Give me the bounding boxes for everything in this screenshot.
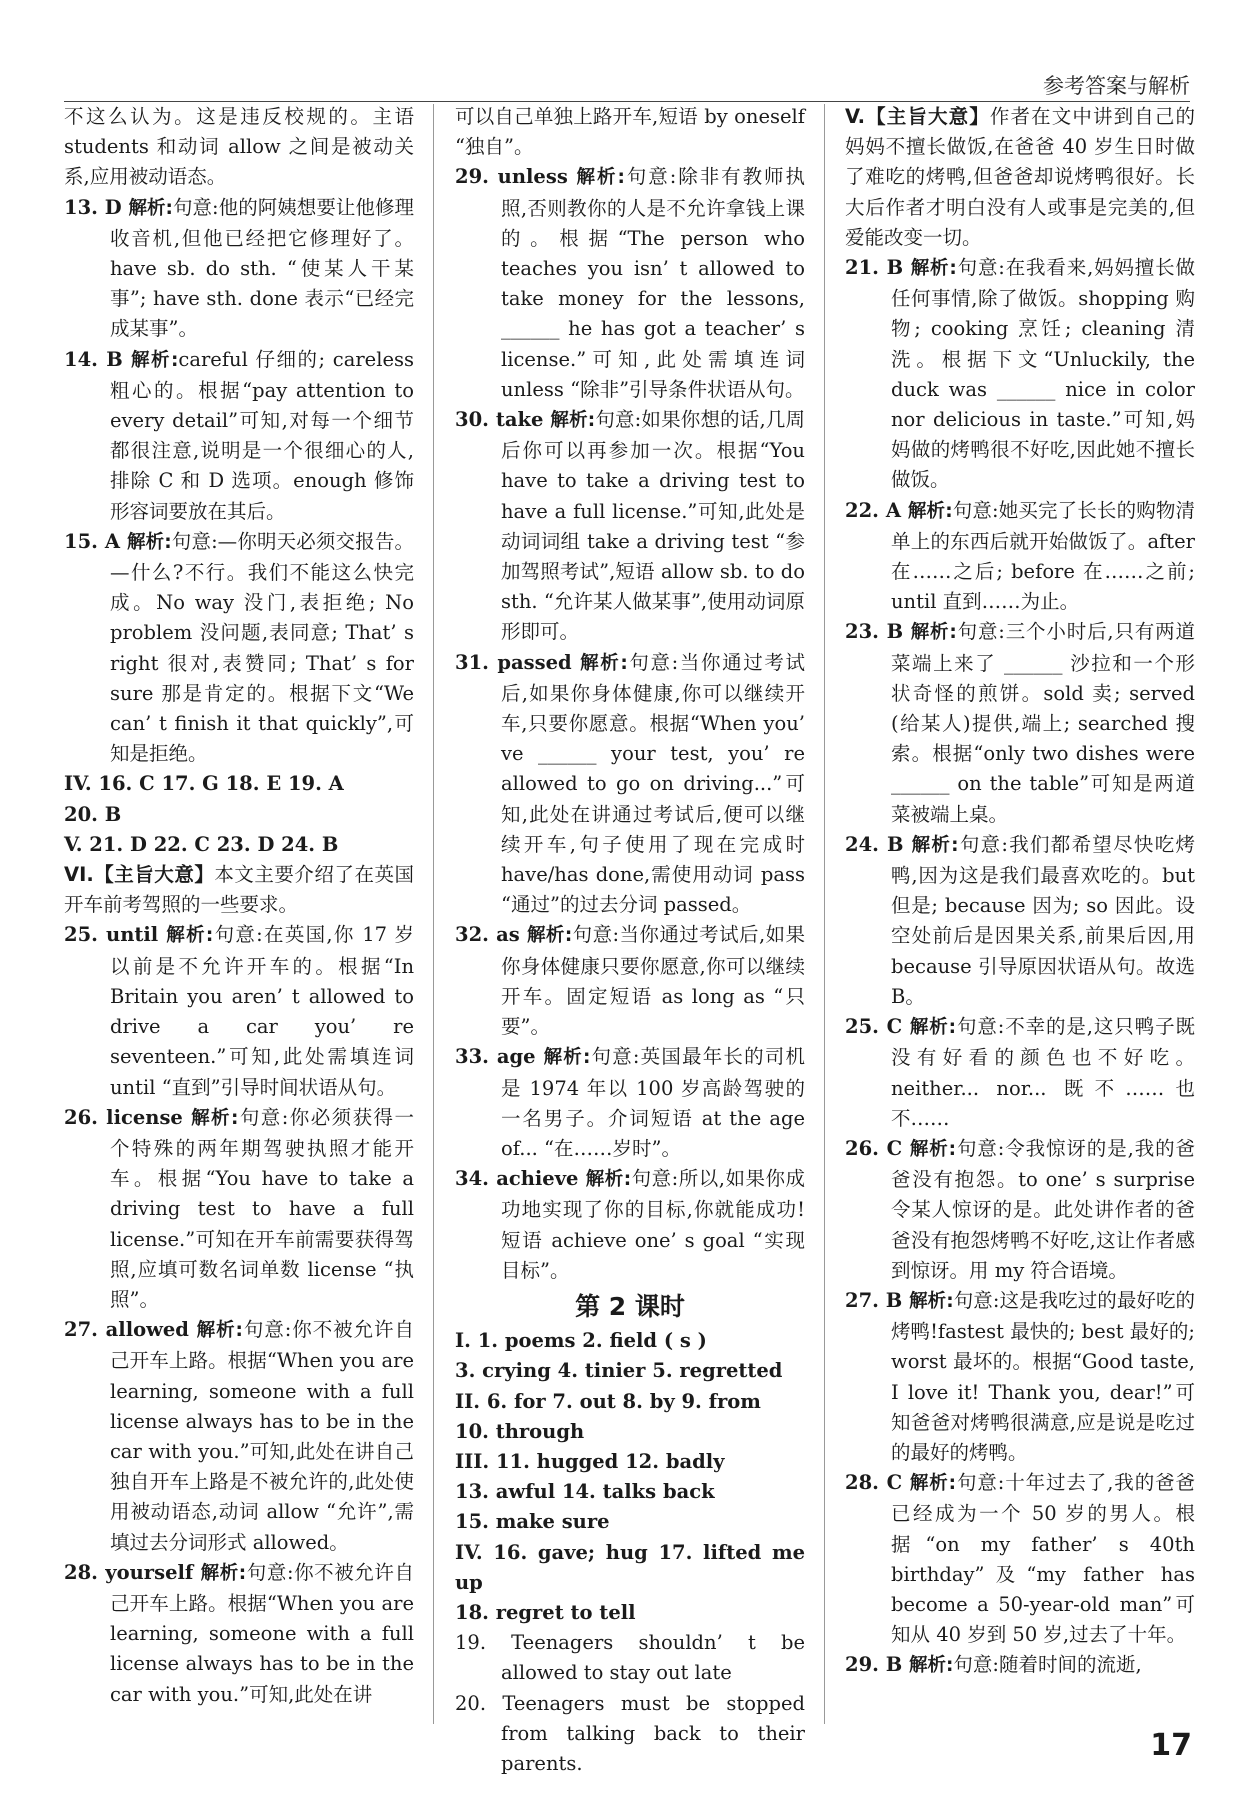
question-number: 34. bbox=[455, 1167, 497, 1191]
analysis-text: 句意:不幸的是,这只鸭子既没有好看的颜色也不好吃。neither... nor... 既不……也不…… bbox=[891, 1015, 1196, 1130]
column-divider-2 bbox=[824, 104, 825, 1724]
column-divider-1 bbox=[433, 104, 434, 1724]
analysis-label: 解析: bbox=[910, 622, 957, 644]
analysis-label: 解析: bbox=[128, 197, 173, 219]
question-number: 15. bbox=[64, 529, 105, 553]
question-number: 26. bbox=[845, 1136, 887, 1160]
section-summary bbox=[64, 860, 414, 920]
continued-text: 不这么认为。这是违反校规的。主语 students 和动词 allow 之间是被动关系,应用被动语态。 bbox=[64, 105, 414, 189]
analysis-label: 解析: bbox=[131, 349, 179, 371]
continued-text: 可以自己单独上路开车,短语 by oneself “独自”。 bbox=[455, 105, 805, 159]
question-number: 29. bbox=[845, 1653, 886, 1677]
answer-entry bbox=[64, 1315, 414, 1558]
answer-entry bbox=[845, 830, 1195, 1012]
answer-key: A bbox=[104, 529, 127, 553]
analysis-text: 句意:英国最年长的司机是 1974 年以 100 岁高龄驾驶的一名男子。介词短语 at the age of... “在……岁时”。 bbox=[501, 1045, 805, 1160]
answer-entry bbox=[64, 345, 414, 527]
question-number: 27. bbox=[64, 1318, 106, 1342]
answer-line: 13. awful 14. talks back bbox=[455, 1480, 715, 1504]
question-number: 29. bbox=[455, 165, 498, 189]
analysis-label: 解析: bbox=[200, 1562, 247, 1584]
analysis-text: 句意:在英国,你 17 岁以前是不允许开车的。根据“In Britain you aren’ t allowed to drive a car you’ re seventeen.”可知,此处需填连词 until “直到”引导时间状语从句。 bbox=[110, 923, 415, 1099]
analysis-label: 解析: bbox=[909, 1138, 957, 1160]
answer-entry bbox=[455, 1164, 805, 1286]
analysis-text: 句意:随着时间的流逝, bbox=[953, 1653, 1142, 1677]
answer-entry bbox=[64, 527, 414, 770]
analysis-label: 解析: bbox=[196, 1320, 243, 1342]
answer-entry bbox=[455, 648, 805, 921]
answer-entry bbox=[64, 920, 414, 1102]
answer-entry bbox=[845, 496, 1195, 618]
analysis-label: 解析: bbox=[909, 1655, 954, 1677]
answer-key: B bbox=[885, 1653, 909, 1677]
question-number: 23. bbox=[845, 620, 887, 644]
answer-key: achieve bbox=[496, 1167, 586, 1191]
column-2 bbox=[455, 102, 806, 1775]
question-number: 14. bbox=[64, 347, 107, 371]
answer-key: unless bbox=[497, 165, 577, 189]
answer-key: B bbox=[885, 1288, 910, 1312]
question-number: 13. bbox=[64, 195, 105, 219]
answer-entry bbox=[845, 617, 1195, 829]
question-number: 26. bbox=[64, 1105, 107, 1129]
answer-key: C bbox=[886, 1471, 910, 1495]
question-number: 22. bbox=[845, 498, 886, 522]
analysis-label: 解析: bbox=[576, 167, 625, 189]
analysis-text: 句意:你必须获得一个特殊的两年期驾驶执照才能开车。根据“You have to take a driving test to have a full license.”可知在开车前需要获得驾照,应填可数名词单数 license “执照”。 bbox=[110, 1105, 415, 1311]
answer-key: license bbox=[106, 1105, 192, 1129]
answer-line: V. 21. D 22. C 23. D 24. B bbox=[64, 832, 339, 856]
question-number: 28. bbox=[64, 1560, 106, 1584]
page-header-title: 参考答案与解析 bbox=[1043, 74, 1190, 98]
analysis-label: 解析: bbox=[543, 1047, 591, 1069]
question-number: 31. bbox=[455, 650, 498, 674]
question-number: 27. bbox=[845, 1288, 886, 1312]
answer-line: I. 1. poems 2. field ( s ) bbox=[455, 1329, 707, 1353]
answer-entry bbox=[845, 1134, 1195, 1286]
page-number: 17 bbox=[1150, 1728, 1192, 1763]
analysis-label: 解析: bbox=[580, 652, 628, 674]
analysis-label: 解析: bbox=[166, 925, 214, 947]
analysis-text: 句意:十年过去了,我的爸爸已经成为一个 50 岁的男人。根据“on my father’ s 40th birthday”及“my father has become a 50-year-old man”可知从 40 岁到 50 岁,过去了十年。 bbox=[891, 1471, 1196, 1647]
analysis-text: 句意:当你通过考试后,如果你身体健康只要你愿意,你可以继续开车。固定短语 as long as “只要”。 bbox=[501, 923, 805, 1039]
analysis-text: 句意:除非有教师执照,否则教你的人是不允许拿钱上课的。根据“The person who teaches you isn’ t allowed to take money for the lessons, ______ he has got a teacher’ s license.”可知,此处需填连词 unless “除非”引导条件状语从句。 bbox=[501, 165, 805, 401]
analysis-label: 解析: bbox=[911, 834, 959, 856]
analysis-label: 解析: bbox=[909, 1473, 957, 1495]
answer-key: age bbox=[496, 1045, 544, 1069]
question-number: 24. bbox=[845, 832, 887, 856]
analysis-label: 解析: bbox=[910, 258, 957, 280]
analysis-label: 解析: bbox=[526, 925, 573, 947]
answer-key: D bbox=[104, 195, 129, 219]
answer-key: until bbox=[106, 923, 167, 947]
answer-entry bbox=[455, 405, 805, 648]
question-number: 25. bbox=[845, 1015, 887, 1039]
analysis-text: 句意:你不被允许自己开车上路。根据“When you are learning, someone with a full license always has to be in the car with you.”可知,此处在讲自己独自开车上路是不被允许的,此处使用被动语态,动词 allow “允许”,需填过去分词形式 allowed。 bbox=[110, 1318, 414, 1554]
column-3 bbox=[845, 102, 1195, 1722]
analysis-text: 句意:他的阿姨想要让他修理收音机,但他已经把它修理好了。have sb. do sth. “使某人干某事”; have sth. done 表示“已经完成某事”。 bbox=[110, 195, 414, 341]
answer-key: B bbox=[886, 256, 911, 280]
answer-entry bbox=[845, 1012, 1195, 1134]
analysis-label: 解析: bbox=[585, 1169, 632, 1191]
answer-key: B bbox=[106, 347, 131, 371]
answer-key: as bbox=[496, 923, 527, 947]
analysis-text: 句意:当你通过考试后,如果你身体健康,你可以继续开车,只要你愿意。根据“When you’ ve ______ your test, you’ re allowed to go on driving...”可知,此处在讲通过考试后,便可以继续开车,句子使用了现在完成时 have/has done,需使用动词 pass “通过”的过去分词 passed。 bbox=[501, 650, 806, 917]
answer-key: allowed bbox=[105, 1318, 197, 1342]
answer-line: 18. regret to tell bbox=[455, 1600, 636, 1624]
analysis-label: 解析: bbox=[191, 1107, 239, 1129]
answer-entry bbox=[845, 1468, 1195, 1650]
answer-entry bbox=[845, 253, 1195, 496]
answer-line: 19. Teenagers shouldn’ t be allowed to stay out late bbox=[455, 1631, 805, 1685]
analysis-text: 句意:在我看来,妈妈擅长做任何事情,除了做饭。shopping 购物; cooking 烹饪; cleaning 清洗。根据下文“Unluckily, the duck was ______ nice in color nor delicious in taste.”可知,妈妈做的烤鸭很不好吃,因此她不擅长做饭。 bbox=[891, 256, 1195, 492]
answer-line: 20. Teenagers must be stopped from talking back to their parents. bbox=[455, 1691, 805, 1775]
question-number: 21. bbox=[845, 256, 887, 280]
answer-entry bbox=[455, 920, 805, 1042]
answer-entry bbox=[455, 162, 805, 405]
question-number: 32. bbox=[455, 923, 497, 947]
answer-entry bbox=[64, 193, 414, 345]
answer-entry bbox=[455, 1042, 805, 1164]
question-number: 28. bbox=[845, 1471, 887, 1495]
answer-key: B bbox=[886, 620, 911, 644]
answer-line: 20. B bbox=[64, 802, 122, 826]
answer-key: passed bbox=[497, 650, 581, 674]
answer-line: IV. 16. gave; hug 17. lifted me up bbox=[455, 1540, 805, 1594]
analysis-label: 解析: bbox=[550, 410, 596, 432]
analysis-label: 解析: bbox=[126, 531, 172, 553]
question-number: 25. bbox=[64, 923, 107, 947]
answer-entry bbox=[64, 1103, 414, 1315]
analysis-label: 解析: bbox=[909, 1017, 957, 1039]
answer-line: III. 11. hugged 12. badly bbox=[455, 1449, 725, 1473]
answer-line: 15. make sure bbox=[455, 1510, 610, 1534]
answer-line: IV. 16. C 17. G 18. E 19. A bbox=[64, 772, 344, 796]
question-number: 33. bbox=[455, 1045, 497, 1069]
answer-entry bbox=[845, 1286, 1195, 1468]
analysis-text: 句意:我们都希望尽快吃烤鸭,因为这是我们最喜欢吃的。but 但是; because 因为; so 因此。设空处前后是因果关系,前果后因,用 because 引导原因状语从句。故选 B。 bbox=[891, 832, 1195, 1008]
analysis-text: 句意:这是我吃过的最好吃的烤鸭!fastest 最快的; best 最好的; worst 最坏的。根据“Good taste, I love it! Thank you, dear!”可知爸爸对烤鸭很满意,应是说是吃过的最好的烤鸭。 bbox=[891, 1288, 1196, 1464]
analysis-text: 句意:三个小时后,只有两道菜端上来了 ______ 沙拉和一个形状奇怪的煎饼。sold 卖; served (给某人)提供,端上; searched 搜索。根据“only two dishes were ______ on the table”可知是两道菜被端上桌。 bbox=[891, 620, 1195, 826]
analysis-text: 句意:—你明天必须交报告。—什么?不行。我们不能这么快完成。No way 没门,表拒绝; No problem 没问题,表同意; That’ s right 很对,表赞同; That’ s for sure 那是肯定的。根据下文“We can’ t finish it that quickly”,可知是拒绝。 bbox=[110, 529, 415, 766]
answer-entry bbox=[845, 1650, 1195, 1681]
answer-line: 3. crying 4. tinier 5. regretted bbox=[455, 1359, 783, 1383]
section-heading: V.【主旨大意】 bbox=[845, 105, 990, 128]
section-text: 作者在文中讲到自己的妈妈不擅长做饭,在爸爸 40 岁生日时做了难吃的烤鸭,但爸爸却说烤鸭很好。长大后作者才明白没有人或事是完美的,但爱能改变一切。 bbox=[845, 105, 1195, 249]
question-number: 30. bbox=[455, 408, 496, 432]
section-heading: VI.【主旨大意】 bbox=[64, 863, 215, 887]
analysis-text: 句意:你不被允许自己开车上路。根据“When you are learning, someone with a full license always has to be in the car with you.”可知,此处在讲 bbox=[110, 1560, 414, 1706]
lesson-title: 第 2 课时 bbox=[575, 1291, 685, 1321]
section-summary bbox=[845, 102, 1195, 253]
analysis-text: 句意:如果你想的话,几周后你可以再参加一次。根据“You have to take a driving test to have a full license.”可知,此处是动词词组 take a driving test “参加驾照考试”,短语 allow sb. to do sth. “允许某人做某事”,使用动词原形即可。 bbox=[501, 408, 805, 644]
answer-key: C bbox=[886, 1136, 910, 1160]
answer-key: yourself bbox=[105, 1560, 201, 1584]
analysis-text: careful 仔细的; careless 粗心的。根据“pay attention to every detail”可知,对每一个细节都很注意,说明是一个很细心的人,排除 C 和 D 选项。enough 修饰形容词要放在其后。 bbox=[110, 347, 414, 523]
answer-key: take bbox=[495, 408, 551, 432]
answer-entry bbox=[64, 1558, 414, 1710]
analysis-text: 句意:令我惊讶的是,我的爸爸没有抱怨。to one’ s surprise 令某人惊讶的是。此处讲作者的爸爸没有抱怨烤鸭不好吃,这让作者感到惊讶。用 my 符合语境。 bbox=[891, 1136, 1196, 1282]
analysis-label: 解析: bbox=[907, 500, 953, 522]
analysis-text: 句意:她买完了长长的购物清单上的东西后就开始做饭了。after 在……之后; before 在……之前; until 直到……为止。 bbox=[891, 498, 1195, 614]
answer-key: C bbox=[886, 1015, 910, 1039]
answer-key: A bbox=[885, 498, 908, 522]
answer-line: 10. through bbox=[455, 1419, 585, 1443]
answer-line: II. 6. for 7. out 8. by 9. from bbox=[455, 1389, 761, 1413]
analysis-label: 解析: bbox=[909, 1290, 954, 1312]
column-1 bbox=[64, 102, 414, 1722]
answer-key: B bbox=[887, 832, 912, 856]
section-text: 本文主要介绍了在英国开车前考驾照的一些要求。 bbox=[64, 863, 414, 917]
analysis-text: 句意:所以,如果你成功地实现了你的目标,你就能成功!短语 achieve one’ s goal “实现目标”。 bbox=[501, 1167, 805, 1282]
